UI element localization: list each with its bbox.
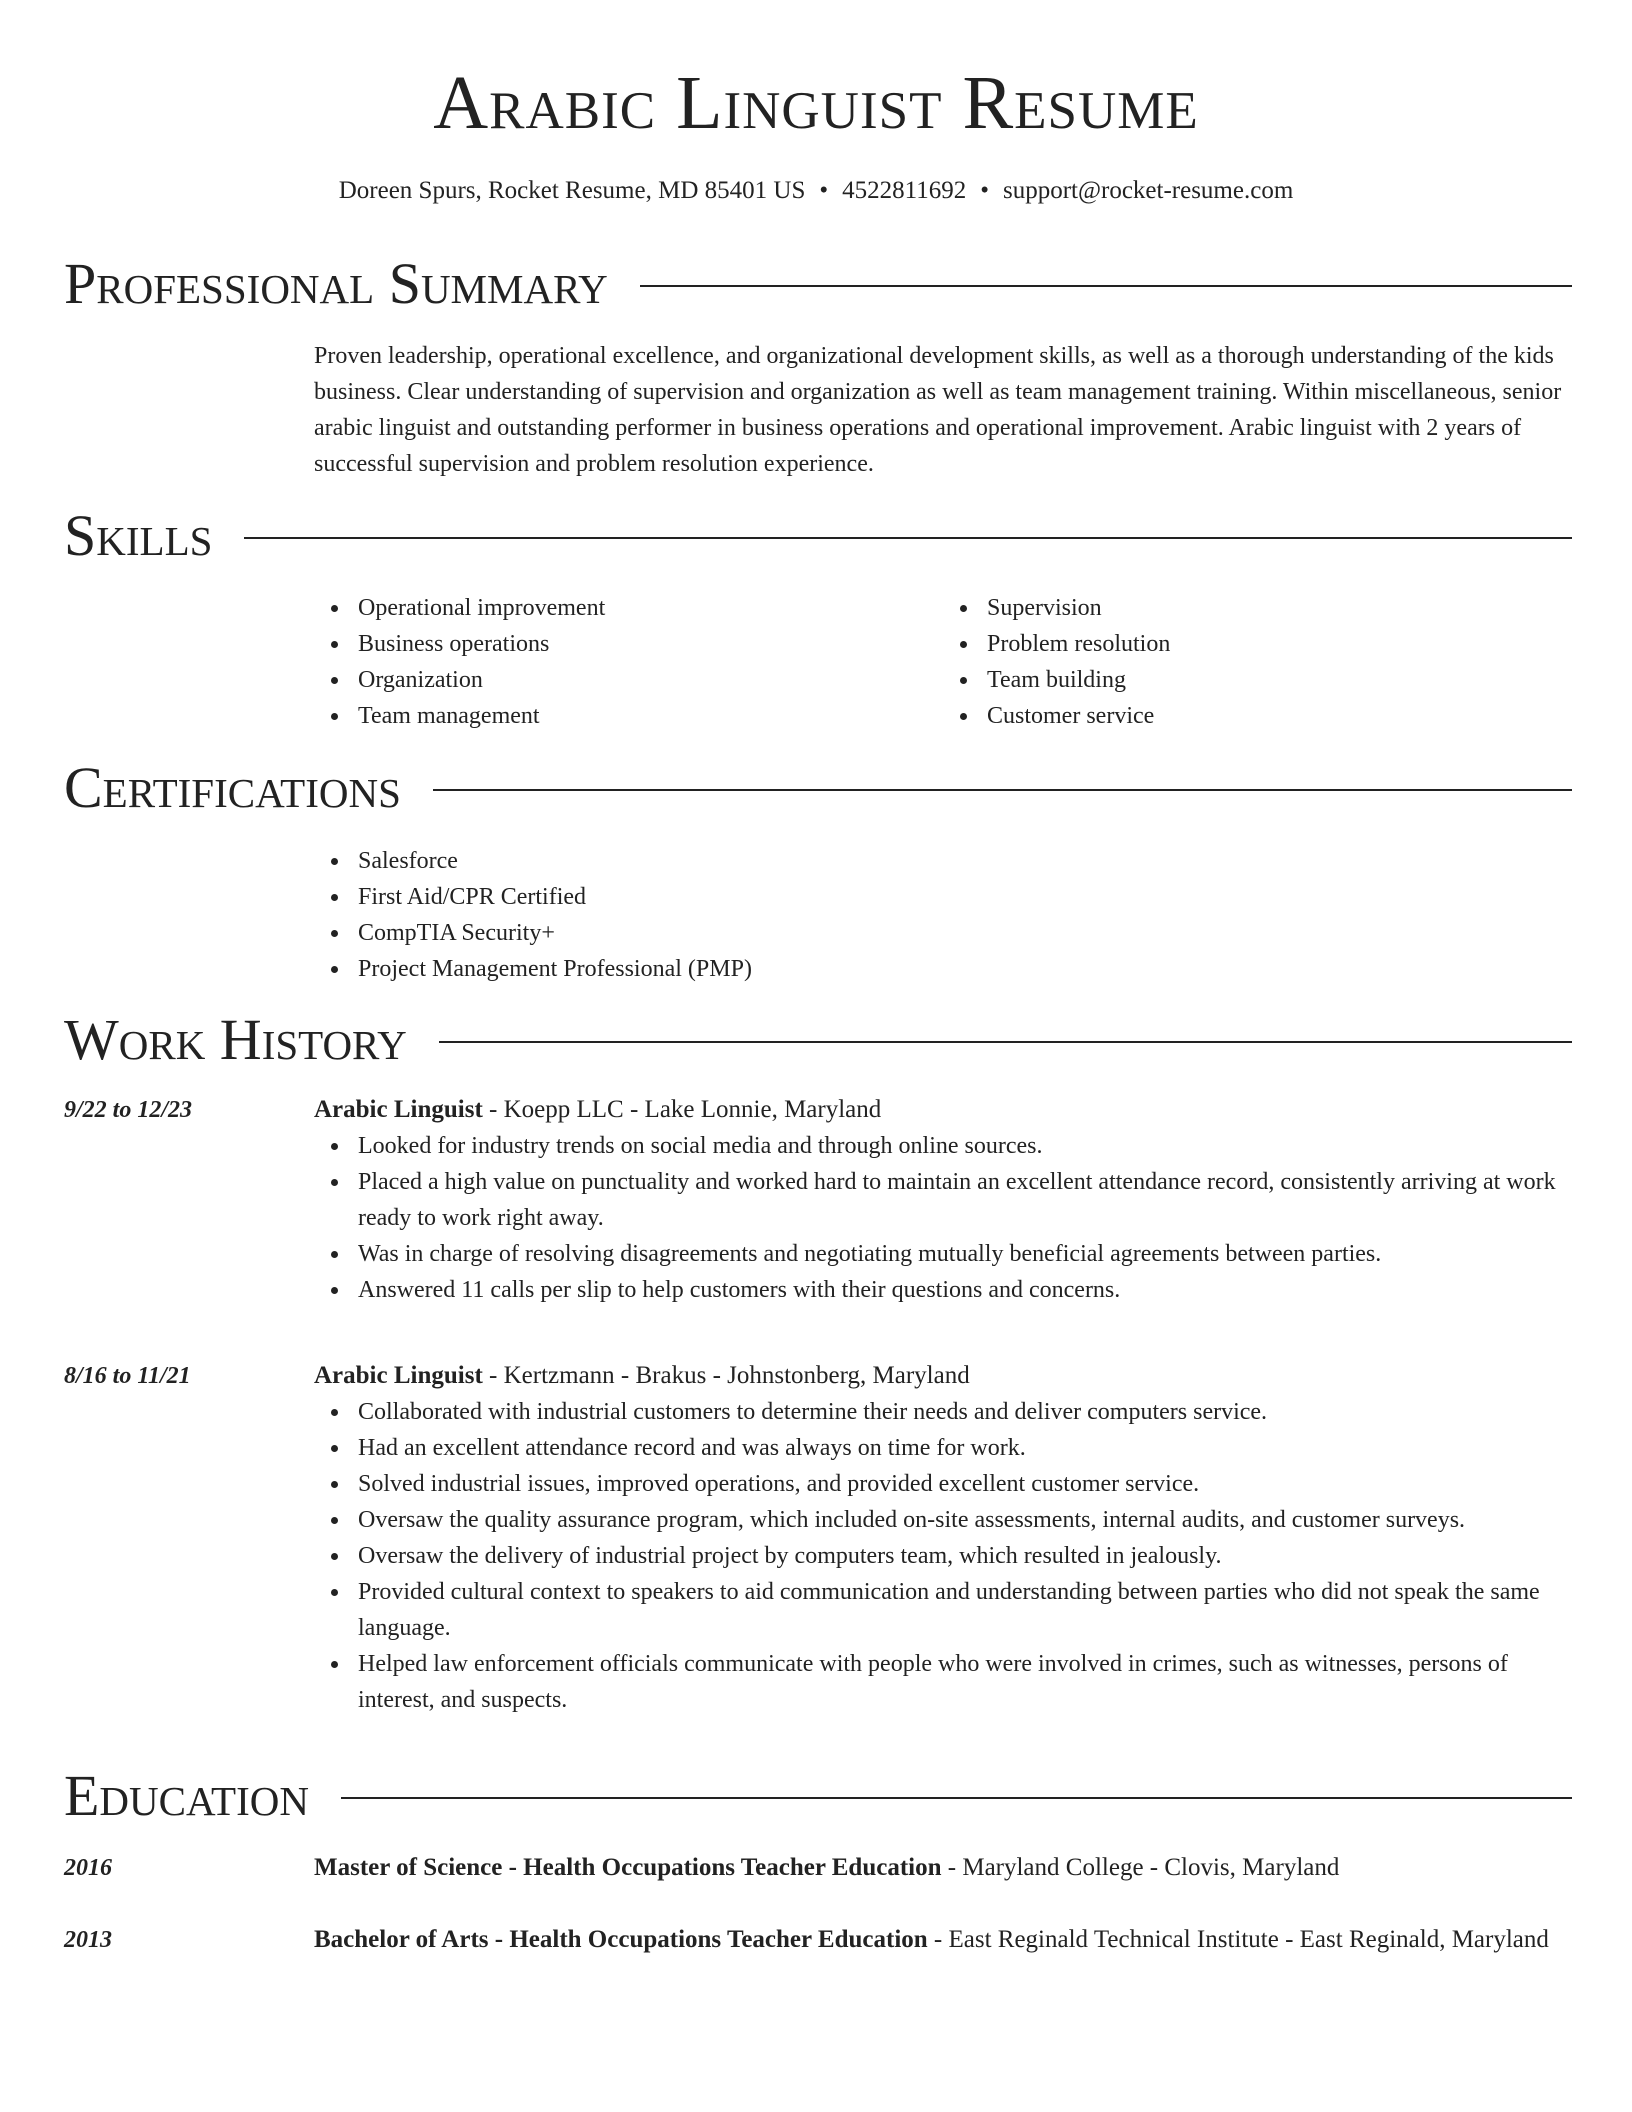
contact-email: support@rocket-resume.com [1002, 177, 1294, 204]
section-divider [341, 1797, 1572, 1799]
education-entry [314, 1850, 1572, 1886]
separator-dot: • [819, 177, 829, 204]
skill-item: Business operations [358, 626, 943, 662]
job-entry [314, 1358, 1572, 1718]
skills-list [314, 590, 1572, 734]
skill-item: Team building [987, 662, 1572, 698]
section-divider [640, 285, 1572, 287]
education-year: 2013 [64, 1927, 112, 1953]
job-bullet: Provided cultural context to speakers to aid communication and understanding between parties who did not speak the same language. [358, 1574, 1572, 1646]
job-role: Arabic Linguist [314, 1096, 483, 1123]
summary-text: Proven leadership, operational excellence, and organizational development skills, as well as a thorough understanding of the kids business. Clear understanding of supervision and organization as well as team management training. Within miscellaneous, senior arabic linguist and outstanding performer in business operations and operational improvement. Arabic linguist with 2 years of successful supervision and problem resolution experience. [314, 343, 1562, 477]
separator-dot: • [980, 177, 989, 204]
skill-item: Operational improvement [358, 590, 943, 626]
job-employer: - Koepp LLC - Lake Lonnie, Maryland [482, 1096, 882, 1123]
skill-item: Organization [358, 662, 943, 698]
section-divider [244, 537, 1572, 539]
section-divider [433, 789, 1572, 791]
certification-item: Salesforce [358, 843, 1572, 879]
skills-column-left [314, 590, 943, 734]
section-header-certifications [64, 756, 1572, 820]
skills-column-right [943, 590, 1572, 734]
skill-item: Customer service [987, 698, 1572, 734]
job-bullet: Oversaw the quality assurance program, which included on-site assessments, internal audits, and customer surveys. [358, 1502, 1572, 1538]
certifications-list [314, 843, 1572, 987]
section-header-summary [64, 252, 1572, 316]
job-bullet: Placed a high value on punctuality and worked hard to maintain an excellent attendance record, consistently arriving at work ready to work right away. [358, 1164, 1572, 1236]
contact-phone: 4522811692 [842, 177, 967, 204]
education-school: - East Reginald Technical Institute - East Reginald, Maryland [927, 1926, 1549, 1953]
skill-item: Problem resolution [987, 626, 1572, 662]
section-header-work-history [64, 1008, 1572, 1072]
section-header-education [64, 1764, 1572, 1828]
job-employer: - Kertzmann - Brakus - Johnstonberg, Maryland [482, 1362, 970, 1389]
job-bullet: Oversaw the delivery of industrial project by computers team, which resulted in jealously. [358, 1538, 1572, 1574]
job-dates: 9/22 to 12/23 [64, 1097, 193, 1123]
job-bullet: Helped law enforcement officials communicate with people who were involved in crimes, such as witnesses, persons of interest, and suspects. [358, 1646, 1572, 1718]
job-bullet: Collaborated with industrial customers to determine their needs and deliver computers service. [358, 1394, 1572, 1430]
job-bullet: Answered 11 calls per slip to help customers with their questions and concerns. [358, 1272, 1572, 1308]
education-degree: Master of Science - Health Occupations Teacher Education [314, 1854, 942, 1881]
job-title-line [314, 1358, 1572, 1394]
education-school: - Maryland College - Clovis, Maryland [941, 1854, 1340, 1881]
education-line [314, 1922, 1572, 1958]
section-title: Skills [64, 503, 213, 568]
job-title-line [314, 1092, 1572, 1128]
section-header-skills [64, 504, 1572, 568]
education-year: 2016 [64, 1855, 112, 1881]
section-title: Certifications [64, 755, 401, 820]
section-title: Professional Summary [64, 251, 608, 316]
contact-address: Doreen Spurs, Rocket Resume, MD 85401 US [338, 177, 806, 204]
contact-line [0, 174, 1632, 208]
certification-item: CompTIA Security+ [358, 915, 1572, 951]
education-entry [314, 1922, 1572, 1958]
section-title: Work History [64, 1007, 407, 1072]
education-degree: Bachelor of Arts - Health Occupations Teacher Education [314, 1926, 928, 1953]
job-bullets [314, 1394, 1572, 1718]
job-bullet: Had an excellent attendance record and was always on time for work. [358, 1430, 1572, 1466]
job-entry [314, 1092, 1572, 1308]
job-bullet: Was in charge of resolving disagreements and negotiating mutually beneficial agreements between parties. [358, 1236, 1572, 1272]
skill-item: Supervision [987, 590, 1572, 626]
certification-item: Project Management Professional (PMP) [358, 951, 1572, 987]
job-bullets [314, 1128, 1572, 1308]
job-dates: 8/16 to 11/21 [64, 1363, 191, 1389]
job-bullet: Solved industrial issues, improved operations, and provided excellent customer service. [358, 1466, 1572, 1502]
job-role: Arabic Linguist [314, 1362, 483, 1389]
job-bullet: Looked for industry trends on social media and through online sources. [358, 1128, 1572, 1164]
resume-title: Arabic Linguist Resume [433, 61, 1199, 145]
section-title: Education [64, 1763, 309, 1828]
certification-item: First Aid/CPR Certified [358, 879, 1572, 915]
skill-item: Team management [358, 698, 943, 734]
section-divider [439, 1041, 1572, 1043]
education-line [314, 1850, 1572, 1886]
